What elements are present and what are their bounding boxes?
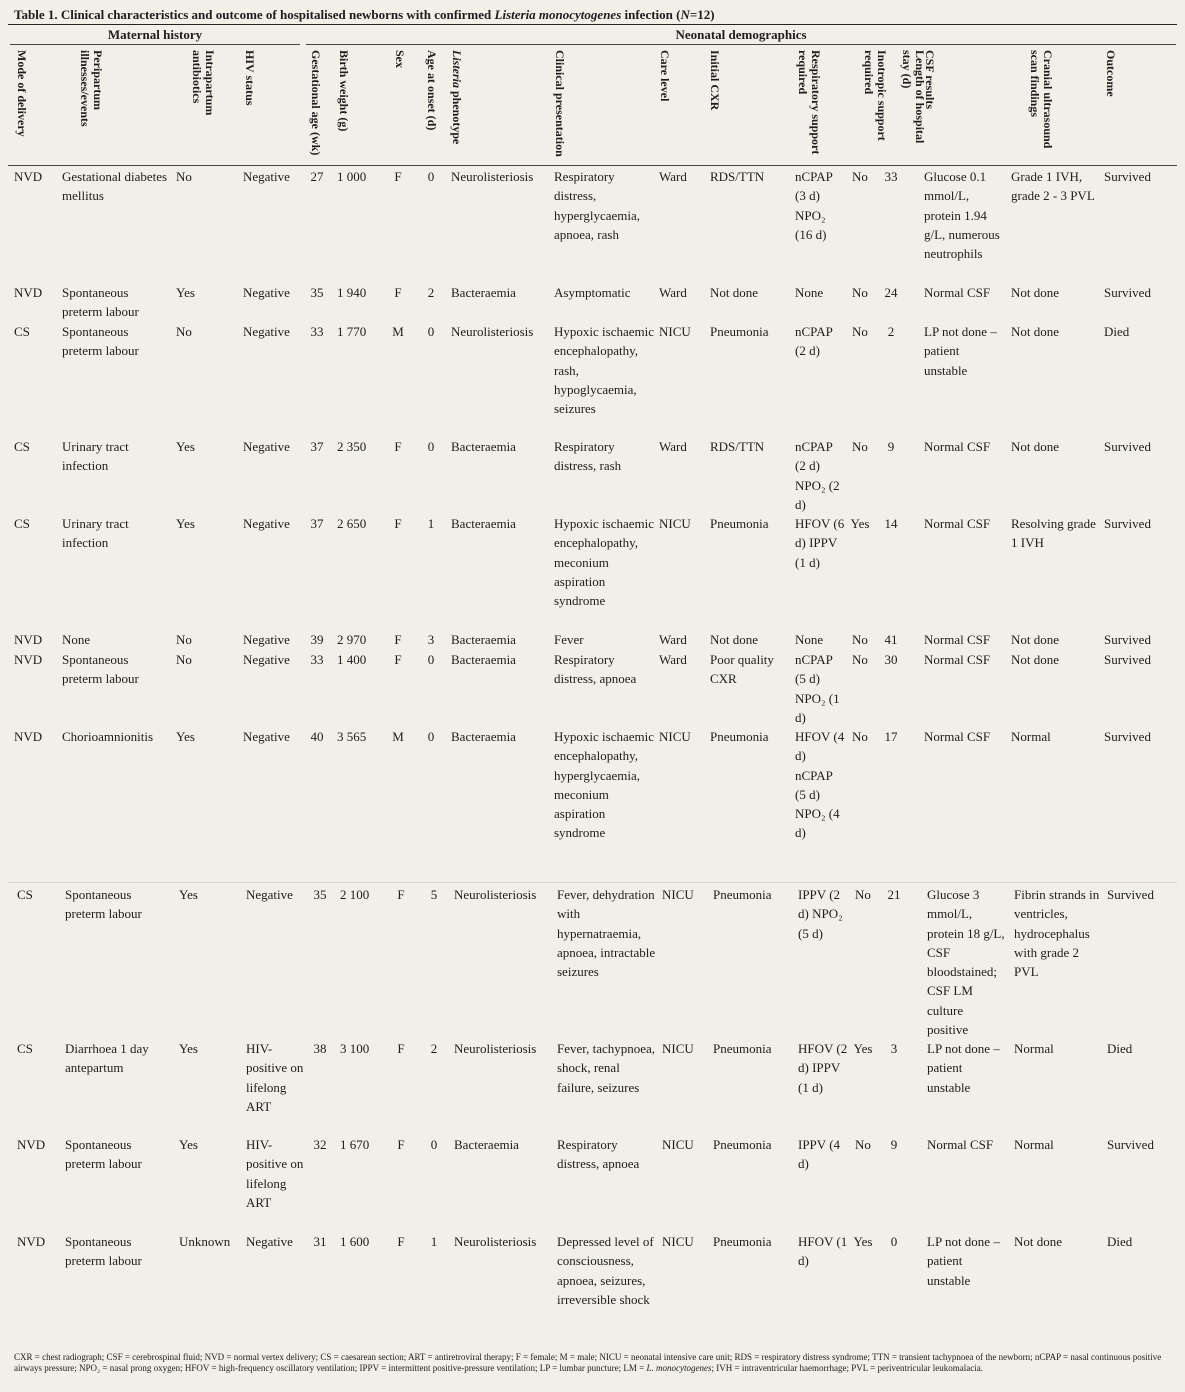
table-cell: 37 [310, 439, 324, 454]
table-title: Table 1. Clinical characteristics and outcome of hospitalised newborns with confirmed Listeria monocytogenes infection (N=12) [14, 7, 715, 22]
table-cell: 1 [427, 516, 435, 531]
table-cell: Negative [243, 439, 290, 454]
table-cell: RDS/TTN [710, 439, 765, 454]
column-header: Intrapartum antibiotics [190, 50, 217, 116]
table-cell: 2 [430, 1041, 438, 1056]
table-cell: Resolving grade 1 IVH [1011, 516, 1096, 551]
table-cell: Neurolisteriosis [451, 169, 534, 184]
table-cell: Yes [176, 516, 195, 531]
table-cell: 32 [313, 1137, 327, 1152]
table-cell: HFOV (4 d) nCPAP (5 d) NPO₂ (4 d) [795, 729, 845, 841]
table-cell: No [176, 169, 192, 184]
table-cell: Hypoxic ischaemic encephalopathy, meconium aspiration syndrome [554, 516, 654, 609]
table-cell: F [394, 439, 402, 454]
table-cell: No [855, 887, 871, 902]
table-cell: 41 [884, 632, 898, 647]
table-cell: Negative [246, 1234, 293, 1249]
table-cell: Pneumonia [710, 516, 769, 531]
table-cell: NVD [14, 169, 43, 184]
table-cell: Survived [1104, 169, 1151, 184]
column-header: Cranial ultrasound scan findings [1028, 50, 1055, 149]
table-cell: No [176, 632, 192, 647]
table-cell: RDS/TTN [710, 169, 765, 184]
table-cell: 37 [310, 516, 324, 531]
table-cell: 30 [884, 652, 898, 667]
table-cell: IPPV (2 d) NPO₂ (5 d) [798, 887, 843, 941]
organism-name: Listeria monocytogenes [494, 7, 622, 22]
table-cell: 0 [427, 652, 435, 667]
table-cell: NICU [659, 324, 691, 339]
table-cell: NVD [14, 729, 43, 744]
table-cell: Negative [243, 516, 290, 531]
table-cell: Urinary tract infection [62, 439, 129, 474]
table-cell: 1 940 [337, 285, 367, 300]
table-cell: Yes [176, 729, 195, 744]
table-cell: Bacteraemia [451, 516, 516, 531]
table-cell: Ward [659, 439, 687, 454]
column-header: Listeria phenotype [450, 50, 464, 145]
group-maternal-underline [10, 44, 300, 45]
table-cell: F [394, 169, 402, 184]
table-cell: No [855, 1137, 871, 1152]
table-cell: Respiratory distress, apnoea [554, 652, 637, 687]
table-cell: Bacteraemia [451, 729, 516, 744]
column-header: Gestational age (wk) [309, 50, 323, 156]
table-cell: 2 [427, 285, 435, 300]
table-cell: 27 [310, 169, 324, 184]
table-cell: NICU [659, 516, 691, 531]
table-cell: 17 [884, 729, 898, 744]
table-cell: 33 [310, 652, 324, 667]
table-cell: M [392, 729, 404, 744]
table-cell: Negative [243, 729, 290, 744]
table-cell: 2 100 [340, 887, 370, 902]
table-cell: 35 [310, 285, 324, 300]
table-cell: IPPV (4 d) [798, 1137, 841, 1172]
table-cell: Died [1107, 1041, 1133, 1056]
table-cell: 0 [430, 1137, 438, 1152]
table-cell: 1 000 [337, 169, 367, 184]
table-cell: Spontaneous preterm labour [62, 652, 139, 687]
table-cell: Glucose 0.1 mmol/L, protein 1.94 g/L, numerous neutrophils [924, 169, 1000, 262]
column-header: Initial CXR [708, 50, 722, 111]
table-cell: Negative [243, 324, 290, 339]
table-cell: No [176, 652, 192, 667]
table-cell: Hypoxic ischaemic encephalopathy, hyperglycaemia, meconium aspiration syndrome [554, 729, 654, 841]
table-cell: F [394, 652, 402, 667]
table-cell: 3 100 [340, 1041, 370, 1056]
table-cell: No [852, 652, 868, 667]
table-cell: Not done [1011, 285, 1060, 300]
table-cell: Not done [1011, 439, 1060, 454]
table-cell: Respiratory distress, hyperglycaemia, apnoea, rash [554, 169, 641, 242]
column-header: Peripartum illnesses/events [78, 50, 105, 127]
table-cell: Negative [246, 887, 293, 902]
table-cell: Asymptomatic [554, 285, 631, 300]
table-cell: HFOV (1 d) [798, 1234, 848, 1269]
table-cell: No [176, 324, 192, 339]
table-cell: 3 [427, 632, 435, 647]
table-footnote: CXR = chest radiograph; CSF = cerebrospinal fluid; NVD = normal vertex delivery; CS = caesarean section; ART = antiretroviral therapy; F = female; M = male; NICU = neonatal intensive care unit; RDS = respiratory distress syndrome; TTN = transient tachypnoea of the newborn; nCPAP = nasal continuous positive airways pressure; NPO₂ = nasal prong oxygen; HFOV = high-frequency oscillatory ventilation; IPPV = intermittent positive-pressure ventilation; LP = lumbar puncture; LM = L. monocytogenes; IVH = intraventricular haemorrhage; PVL = periventricular leukomalacia. [14, 1352, 1162, 1373]
table-cell: 33 [310, 324, 324, 339]
table-cell: F [397, 1137, 405, 1152]
table-top-rule [8, 24, 1177, 25]
table-cell: NICU [662, 1041, 694, 1056]
table-cell: None [795, 285, 824, 300]
table-cell: 24 [884, 285, 898, 300]
table-cell: NICU [662, 1234, 694, 1249]
table-cell: 2 650 [337, 516, 367, 531]
table-cell: 9 [887, 439, 895, 454]
table-cell: Not done [1011, 652, 1060, 667]
table-cell: Depressed level of consciousness, apnoea, seizures, irreversible shock [557, 1234, 654, 1307]
column-header: Length of hospital stay (d) [900, 50, 927, 144]
group-maternal-history: Maternal history [107, 27, 203, 42]
table-cell: Survived [1104, 285, 1151, 300]
table-cell: No [852, 285, 868, 300]
table-cell: nCPAP (2 d) NPO₂ (2 d) [795, 439, 840, 512]
table-cell: Spontaneous preterm labour [65, 887, 142, 922]
table-cell: 0 [427, 324, 435, 339]
table-cell: Yes [176, 439, 195, 454]
table-cell: Died [1104, 324, 1130, 339]
table-cell: Neurolisteriosis [454, 1041, 537, 1056]
table-cell: CS [14, 516, 30, 531]
table-cell: Hypoxic ischaemic encephalopathy, rash, hypoglycaemia, seizures [554, 324, 654, 417]
table-cell: Negative [243, 285, 290, 300]
table-cell: Yes [179, 1137, 198, 1152]
table-cell: Yes [853, 1041, 873, 1056]
table-cell: Yes [176, 285, 195, 300]
table-cell: Chorioamnionitis [62, 729, 153, 744]
table-cell: 0 [427, 729, 435, 744]
table-cell: Fever [554, 632, 584, 647]
table-cell: CS [14, 324, 30, 339]
table-cell: 0 [890, 1234, 898, 1249]
table-cell: Neurolisteriosis [454, 1234, 537, 1249]
table-cell: 38 [313, 1041, 327, 1056]
table-cell: No [852, 729, 868, 744]
table-cell: 1 600 [340, 1234, 370, 1249]
table-cell: Diarrhoea 1 day antepartum [65, 1041, 149, 1076]
table-cell: M [392, 324, 404, 339]
table-cell: Neurolisteriosis [451, 324, 534, 339]
table-cell: Spontaneous preterm labour [62, 285, 139, 320]
table-cell: Yes [853, 1234, 873, 1249]
table-cell: 35 [313, 887, 327, 902]
table-cell: 2 [887, 324, 895, 339]
table-cell: F [397, 887, 405, 902]
table-cell: No [852, 439, 868, 454]
table-cell: CS [17, 887, 33, 902]
table-cell: Respiratory distress, rash [554, 439, 622, 474]
table-cell: Pneumonia [713, 1234, 772, 1249]
table-cell: 33 [884, 169, 898, 184]
table-cell: Bacteraemia [451, 285, 516, 300]
table-cell: 3 565 [337, 729, 367, 744]
table-cell: Grade 1 IVH, grade 2 - 3 PVL [1011, 169, 1095, 204]
table-cell: LP not done – patient unstable [924, 324, 997, 378]
table-cell: 31 [313, 1234, 327, 1249]
column-header: Birth weight (g) [337, 50, 351, 132]
table-cell: 1 670 [340, 1137, 370, 1152]
table-cell: Normal CSF [924, 439, 991, 454]
table-cell: 1 400 [337, 652, 367, 667]
table-cell: CS [14, 439, 30, 454]
table-cell: NICU [662, 1137, 694, 1152]
table-cell: None [795, 632, 824, 647]
table-cell: Normal CSF [924, 729, 991, 744]
header-bottom-rule [8, 165, 1177, 166]
table-cell: NVD [14, 632, 43, 647]
table-cell: Yes [179, 1041, 198, 1056]
table-cell: Survived [1107, 887, 1154, 902]
table-cell: F [394, 516, 402, 531]
table-cell: NVD [14, 285, 43, 300]
table-cell: HIV-positive on lifelong ART [246, 1041, 304, 1114]
table-cell: Not done [1011, 632, 1060, 647]
table-cell: Ward [659, 632, 687, 647]
table-cell: F [394, 632, 402, 647]
table-cell: nCPAP (3 d) NPO₂ (16 d) [795, 169, 833, 242]
column-header: HIV status [243, 50, 257, 106]
table-cell: Gestational diabetes mellitus [62, 169, 168, 204]
table-cell: 40 [310, 729, 324, 744]
table-cell: 2 970 [337, 632, 367, 647]
table-cell: 21 [887, 887, 901, 902]
table-cell: Survived [1107, 1137, 1154, 1152]
table-cell: F [394, 285, 402, 300]
column-header: Sex [393, 50, 407, 68]
table-cell: LP not done – patient unstable [927, 1041, 1000, 1095]
table-cell: Survived [1104, 632, 1151, 647]
page-break-line [8, 882, 1177, 883]
table-cell: Normal CSF [924, 285, 991, 300]
table-cell: 0 [427, 439, 435, 454]
table-cell: Not done [710, 632, 759, 647]
table-cell: Not done [710, 285, 759, 300]
table-cell: Fever, dehydration with hypernatraemia, apnoea, intractable seizures [557, 887, 656, 980]
table-cell: NICU [659, 729, 691, 744]
table-cell: Spontaneous preterm labour [65, 1234, 142, 1269]
table-cell: Normal [1014, 1137, 1054, 1152]
table-cell: 5 [430, 887, 438, 902]
table-cell: Bacteraemia [451, 439, 516, 454]
table-cell: 2 350 [337, 439, 367, 454]
table-cell: Negative [243, 169, 290, 184]
table-cell: Survived [1104, 652, 1151, 667]
table-cell: CS [17, 1041, 33, 1056]
table-cell: Bacteraemia [454, 1137, 519, 1152]
table-cell: HIV-positive on lifelong ART [246, 1137, 304, 1210]
column-header: Respiratory support required [796, 50, 823, 155]
table-cell: Normal [1011, 729, 1051, 744]
table-cell: Pneumonia [713, 1041, 772, 1056]
table-cell: Negative [243, 632, 290, 647]
table-cell: NICU [662, 887, 694, 902]
table-cell: HFOV (2 d) IPPV (1 d) [798, 1041, 848, 1095]
table-cell: Normal CSF [924, 516, 991, 531]
table-cell: Ward [659, 285, 687, 300]
table-cell: Pneumonia [713, 1137, 772, 1152]
table-cell: Spontaneous preterm labour [62, 324, 139, 359]
table-cell: 9 [890, 1137, 898, 1152]
table-cell: Not done [1011, 324, 1060, 339]
table-cell: Fibrin strands in ventricles, hydrocephalus with grade 2 PVL [1014, 887, 1100, 980]
table-cell: HFOV (6 d) IPPV (1 d) [795, 516, 845, 570]
table-cell: Neurolisteriosis [454, 887, 537, 902]
table-cell: None [62, 632, 91, 647]
table-cell: Negative [243, 652, 290, 667]
table-cell: Normal CSF [924, 652, 991, 667]
column-header: Age at onset (d) [425, 50, 439, 131]
table-cell: 39 [310, 632, 324, 647]
table-cell: 3 [890, 1041, 898, 1056]
table-cell: 1 770 [337, 324, 367, 339]
table-cell: Normal CSF [924, 632, 991, 647]
table-cell: Survived [1104, 439, 1151, 454]
table-cell: Died [1107, 1234, 1133, 1249]
table-cell: 14 [884, 516, 898, 531]
column-header: CSF results [923, 50, 937, 110]
table-cell: Pneumonia [710, 324, 769, 339]
table-cell: F [397, 1234, 405, 1249]
table-cell: Bacteraemia [451, 632, 516, 647]
table-cell: 1 [430, 1234, 438, 1249]
table-cell: Spontaneous preterm labour [65, 1137, 142, 1172]
column-header: Outcome [1104, 50, 1118, 97]
column-header: Mode of delivery [15, 50, 29, 137]
table-cell: NVD [17, 1234, 46, 1249]
table-cell: No [852, 324, 868, 339]
table-cell: No [852, 169, 868, 184]
table-cell: Urinary tract infection [62, 516, 129, 551]
table-cell: Glucose 3 mmol/L, protein 18 g/L, CSF bloodstained; CSF LM culture positive [927, 887, 1005, 1038]
table-cell: Yes [850, 516, 870, 531]
table-cell: Yes [179, 887, 198, 902]
table-cell: NVD [14, 652, 43, 667]
table-cell: Unknown [179, 1234, 231, 1249]
column-header: Clinical presentation [553, 50, 567, 157]
table-cell: Fever, tachypnoea, shock, renal failure, seizures [557, 1041, 656, 1095]
table-cell: Not done [1014, 1234, 1063, 1249]
table-cell: No [852, 632, 868, 647]
table-cell: Survived [1104, 516, 1151, 531]
table-cell: nCPAP (2 d) [795, 324, 833, 359]
table-cell: Normal [1014, 1041, 1054, 1056]
table-cell: F [397, 1041, 405, 1056]
column-header: Inotropic support required [862, 50, 889, 141]
table-cell: Ward [659, 169, 687, 184]
table-cell: LP not done – patient unstable [927, 1234, 1000, 1288]
table-cell: Bacteraemia [451, 652, 516, 667]
table-cell: Normal CSF [927, 1137, 994, 1152]
table-cell: Respiratory distress, apnoea [557, 1137, 640, 1172]
table-cell: 0 [427, 169, 435, 184]
table-cell: Pneumonia [713, 887, 772, 902]
table-cell: Poor quality CXR [710, 652, 774, 687]
table-cell: Pneumonia [710, 729, 769, 744]
table-cell: Survived [1104, 729, 1151, 744]
table-cell: nCPAP (5 d) NPO₂ (1 d) [795, 652, 840, 725]
column-header: Care level [658, 50, 672, 102]
group-neonatal-underline [306, 44, 1176, 45]
group-neonatal-demographics: Neonatal demographics [675, 27, 807, 42]
table-cell: Ward [659, 652, 687, 667]
table-cell: NVD [17, 1137, 46, 1152]
